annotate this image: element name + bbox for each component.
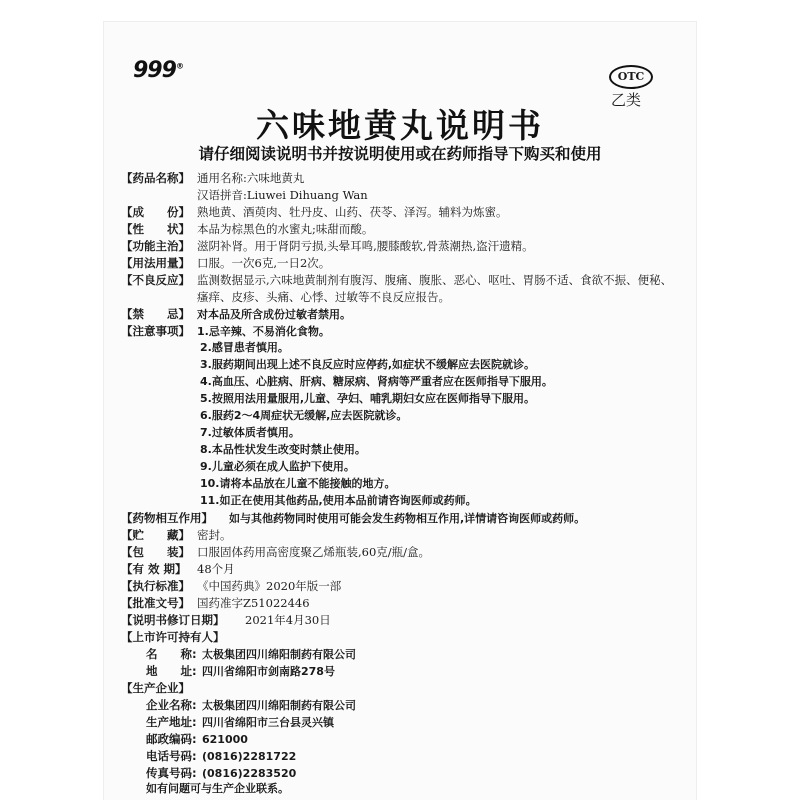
precaution-item: 9.儿童必须在成人监护下使用。 bbox=[200, 460, 355, 473]
adverse-continuation bbox=[197, 289, 450, 305]
holder-name-value: 太极集团四川绵阳制药有限公司 bbox=[202, 648, 356, 661]
section-adverse-reactions bbox=[121, 272, 672, 288]
section-label: 【药物相互作用】 bbox=[121, 511, 213, 525]
section-label: 【有 效 期】 bbox=[121, 562, 187, 576]
precaution-item: 6.服药2～4周症状无缓解,应去医院就诊。 bbox=[200, 409, 408, 422]
precaution-item: 4.高血压、心脏病、肝病、糖尿病、肾病等严重者应在医师指导下服用。 bbox=[200, 375, 553, 388]
section-label: 【用法用量】 bbox=[121, 256, 190, 270]
validity-value: 48个月 bbox=[197, 562, 235, 576]
section-label: 【执行标准】 bbox=[121, 579, 190, 593]
section-precautions bbox=[121, 323, 330, 340]
storage-value: 密封。 bbox=[197, 528, 232, 542]
precaution-item: 3.服药期间出现上述不良反应时应停药,如症状不缓解应去医院就诊。 bbox=[200, 358, 536, 371]
otc-badge: OTC bbox=[609, 65, 653, 89]
pinyin-name-row bbox=[197, 187, 368, 203]
contact-note: 如有问题可与生产企业联系。 bbox=[146, 782, 289, 795]
field-label: 邮政编码: bbox=[146, 732, 197, 746]
field-label: 企业名称: bbox=[146, 698, 197, 712]
precaution-item: 11.如正在使用其他药品,使用本品前请咨询医师或药师。 bbox=[200, 494, 477, 507]
section-label: 【禁 忌】 bbox=[121, 307, 190, 321]
section-ingredients bbox=[121, 204, 508, 220]
section-packaging bbox=[121, 544, 430, 560]
appearance-value: 本品为棕黑色的水蜜丸;味甜而酸。 bbox=[197, 222, 374, 236]
section-standard bbox=[121, 578, 341, 594]
field-value: 四川省绵阳市三台县灵兴镇 bbox=[202, 716, 334, 729]
section-label: 【药品名称】 bbox=[121, 171, 190, 185]
section-indications bbox=[121, 238, 534, 254]
precaution-item: 2.感冒患者慎用。 bbox=[200, 341, 289, 354]
section-label: 【性 状】 bbox=[121, 222, 190, 236]
section-approval bbox=[121, 595, 310, 611]
section-validity bbox=[121, 561, 235, 577]
field-label: 传真号码: bbox=[146, 766, 197, 780]
field-value: (0816)2281722 bbox=[202, 750, 297, 763]
precaution-item: 7.过敏体质者慎用。 bbox=[200, 426, 300, 439]
brand-logo bbox=[133, 58, 183, 83]
field-label: 名 称: bbox=[146, 647, 197, 661]
section-label: 【成 份】 bbox=[121, 205, 190, 219]
section-storage bbox=[121, 527, 232, 543]
section-appearance bbox=[121, 221, 373, 237]
section-license-holder bbox=[121, 629, 225, 645]
precaution-item: 10.请将本品放在儿童不能接触的地方。 bbox=[200, 477, 396, 490]
section-revision-date bbox=[121, 612, 331, 628]
section-dosage bbox=[121, 255, 330, 271]
section-drug-name bbox=[121, 170, 304, 186]
contraindications-value: 对本品及所含成份过敏者禁用。 bbox=[197, 308, 351, 321]
standard-value: 《中国药典》2020年版一部 bbox=[197, 579, 342, 593]
precaution-item: 5.按照用法用量服用,儿童、孕妇、哺乳期妇女应在医师指导下服用。 bbox=[200, 392, 536, 405]
field-label: 生产地址: bbox=[146, 715, 197, 729]
section-label: 【说明书修订日期】 bbox=[121, 613, 225, 627]
field-value: (0816)2283520 bbox=[202, 767, 297, 780]
holder-name-row bbox=[146, 646, 356, 663]
indications-value: 滋阴补肾。用于肾阴亏损,头晕耳鸣,腰膝酸软,骨蒸潮热,盗汗遗精。 bbox=[197, 239, 534, 253]
pinyin-name: 汉语拼音:Liuwei Dihuang Wan bbox=[197, 188, 368, 202]
contact-note-row bbox=[146, 780, 289, 797]
otc-class-label: 乙类 bbox=[611, 91, 642, 109]
approval-value: 国药准字Z51022446 bbox=[197, 596, 310, 610]
field-label: 地 址: bbox=[146, 664, 197, 678]
generic-name: 通用名称:六味地黄丸 bbox=[197, 171, 305, 185]
document-title: 六味地黄丸说明书 bbox=[256, 106, 544, 145]
adverse-value-line2: 瘙痒、皮疹、头痛、心悸、过敏等不良反应报告。 bbox=[197, 290, 450, 304]
manufacturer-field-row bbox=[146, 748, 296, 765]
section-label: 【不良反应】 bbox=[121, 273, 190, 287]
section-label: 【批准文号】 bbox=[121, 596, 190, 610]
section-interactions bbox=[121, 510, 585, 527]
field-value: 太极集团四川绵阳制药有限公司 bbox=[202, 699, 356, 712]
revision-value: 2021年4月30日 bbox=[245, 613, 331, 627]
holder-address-row bbox=[146, 663, 335, 680]
precaution-item: 8.本品性状发生改变时禁止使用。 bbox=[200, 443, 366, 456]
adverse-value-line1: 监测数据显示,六味地黄制剂有腹泻、腹痛、腹胀、恶心、呕吐、胃肠不适、食欲不振、便秘、 bbox=[197, 273, 673, 287]
registered-mark: ® bbox=[175, 61, 183, 71]
manufacturer-field-row bbox=[146, 731, 248, 748]
section-label: 【注意事项】 bbox=[121, 324, 190, 338]
section-label: 【包 装】 bbox=[121, 545, 190, 559]
section-label: 【生产企业】 bbox=[121, 681, 190, 695]
brand-logo-text: 999 bbox=[133, 58, 176, 83]
ingredients-value: 熟地黄、酒萸肉、牡丹皮、山药、茯苓、泽泻。辅料为炼蜜。 bbox=[197, 205, 508, 219]
holder-address-value: 四川省绵阳市剑南路278号 bbox=[202, 665, 335, 678]
manufacturer-field-row bbox=[146, 714, 334, 731]
manufacturer-field-row bbox=[146, 697, 356, 714]
field-value: 621000 bbox=[202, 733, 248, 746]
field-label: 电话号码: bbox=[146, 749, 197, 763]
dosage-value: 口服。一次6克,一日2次。 bbox=[197, 256, 331, 270]
interactions-value: 如与其他药物同时使用可能会发生药物相互作用,详情请咨询医师或药师。 bbox=[229, 512, 586, 525]
section-label: 【贮 藏】 bbox=[121, 528, 190, 542]
section-label: 【上市许可持有人】 bbox=[121, 630, 225, 644]
section-contraindications bbox=[121, 306, 351, 323]
packaging-value: 口服固体药用高密度聚乙烯瓶装,60克/瓶/盒。 bbox=[197, 545, 431, 559]
section-label: 【功能主治】 bbox=[121, 239, 190, 253]
precaution-item: 1.忌辛辣、不易消化食物。 bbox=[197, 325, 330, 338]
document-subtitle: 请仔细阅读说明书并按说明使用或在药师指导下购买和使用 bbox=[198, 145, 602, 163]
section-manufacturer bbox=[121, 680, 190, 696]
